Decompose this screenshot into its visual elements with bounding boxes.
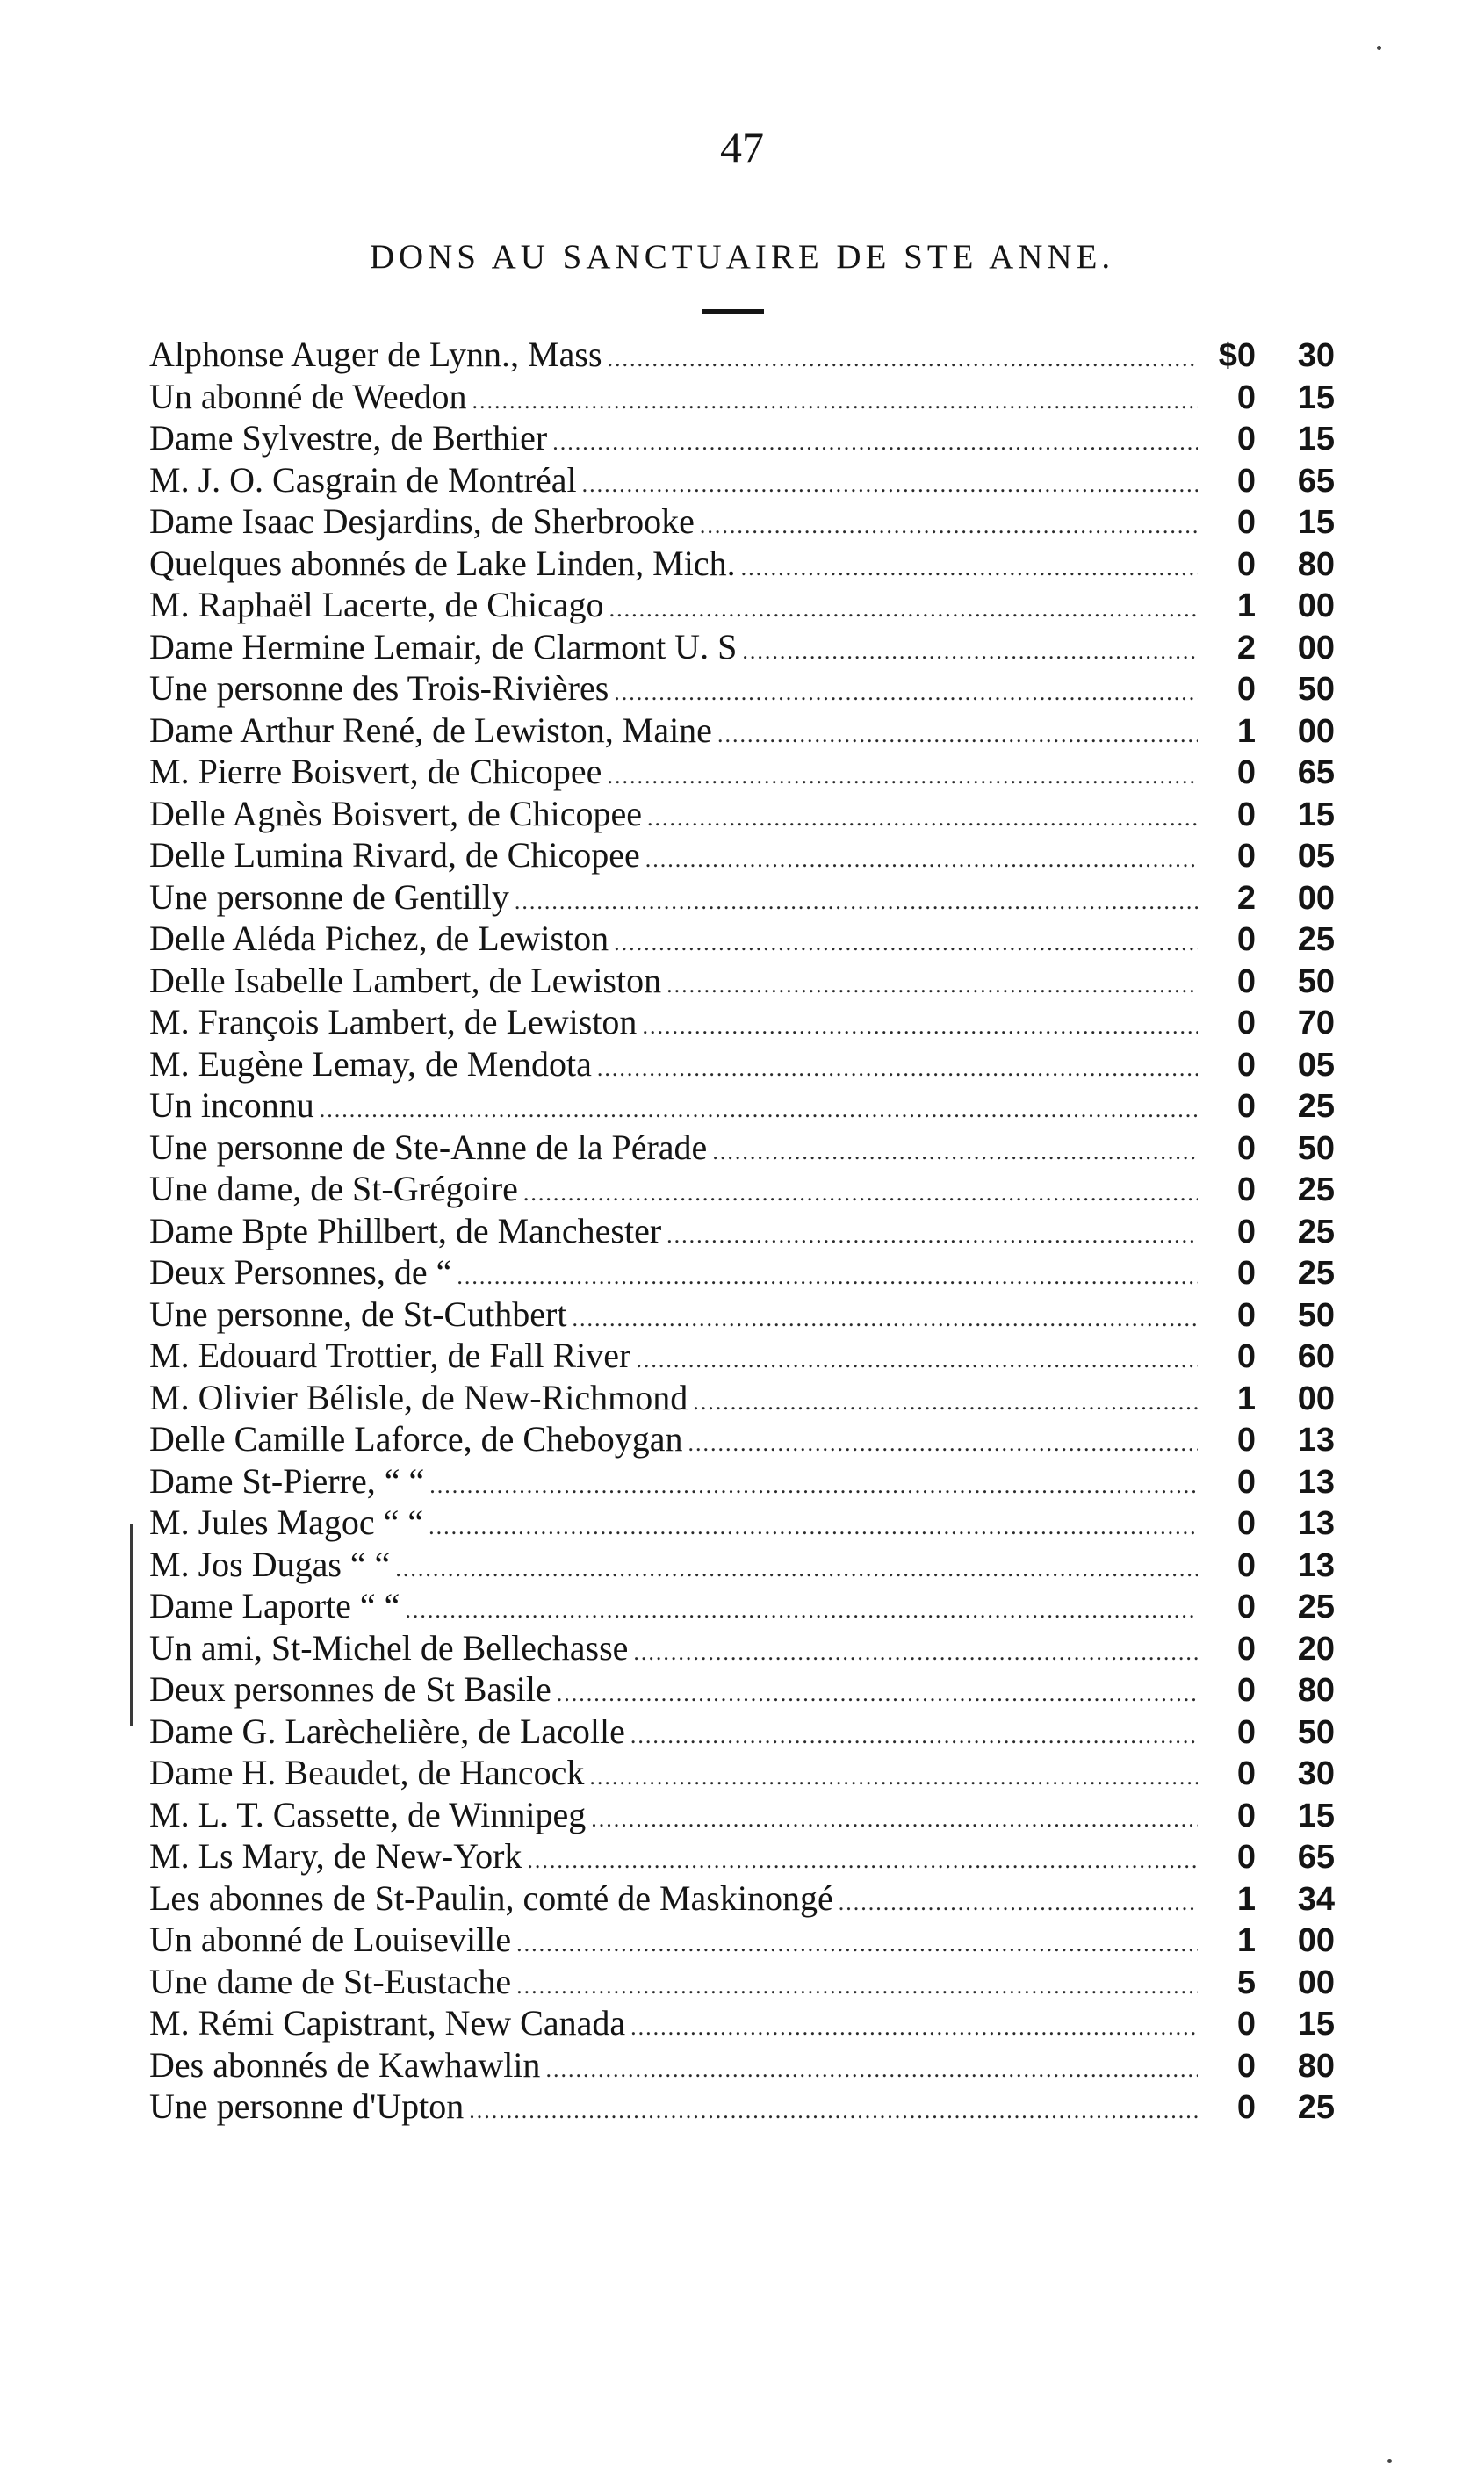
dot-leader xyxy=(642,1005,1198,1048)
donor-name: M. Ls Mary, de New-York xyxy=(149,1836,522,1876)
donation-entry xyxy=(149,584,1335,626)
amount-cents: 50 xyxy=(1297,671,1335,708)
amount-cents: 13 xyxy=(1297,1546,1335,1584)
dot-leader xyxy=(516,1965,1198,2007)
donation-entry xyxy=(149,2044,1335,2086)
dot-leader xyxy=(700,505,1198,547)
donor-name: Dame St-Pierre, “ “ xyxy=(149,1460,425,1501)
amount-cents: 25 xyxy=(1297,1213,1335,1250)
donation-entry xyxy=(149,1001,1335,1043)
dot-leader xyxy=(395,1548,1198,1590)
dot-leader xyxy=(572,1298,1198,1340)
amount-dollars: 0 xyxy=(1236,1296,1256,1334)
amount-dollars: 0 xyxy=(1236,1630,1256,1668)
donation-entry xyxy=(149,459,1335,501)
donor-name: M. Edouard Trottier, de Fall River xyxy=(149,1336,631,1375)
donation-entry xyxy=(149,1668,1335,1711)
donor-name: Dame Isaac Desjardins, de Sherbrooke xyxy=(149,501,695,541)
donation-entry xyxy=(149,1711,1335,1753)
amount-dollars: 1 xyxy=(1236,1880,1256,1918)
donation-list xyxy=(149,334,1335,2128)
dot-leader xyxy=(609,588,1198,631)
amount-cents: 65 xyxy=(1297,462,1335,500)
donor-name: Dame Bpte Phillbert, de Manchester xyxy=(149,1210,662,1250)
dot-leader xyxy=(693,1381,1198,1423)
donation-entry xyxy=(149,1084,1335,1127)
donor-name: Une personne d'Upton xyxy=(149,2086,465,2126)
amount-dollars: 0 xyxy=(1236,1171,1256,1208)
amount-cents: 50 xyxy=(1297,1129,1335,1167)
amount-dollars: 0 xyxy=(1236,1463,1256,1501)
donor-name: Dame Sylvestre, de Berthier xyxy=(149,418,548,458)
donation-entry xyxy=(149,1585,1335,1627)
donation-entry xyxy=(149,1293,1335,1336)
amount-cents: 15 xyxy=(1297,421,1335,458)
amount-cents: 00 xyxy=(1297,1964,1335,2001)
donation-entry xyxy=(149,1752,1335,1794)
amount-cents: 65 xyxy=(1297,754,1335,791)
amount-cents: 13 xyxy=(1297,1463,1335,1501)
amount-dollars: 0 xyxy=(1236,1839,1256,1876)
donation-entry xyxy=(149,667,1335,710)
donor-name: Une personne des Trois-Rivières xyxy=(149,668,609,708)
amount-cents: 13 xyxy=(1297,1505,1335,1542)
amount-cents: 25 xyxy=(1297,1088,1335,1125)
donation-entry xyxy=(149,1460,1335,1502)
donation-entry xyxy=(149,1127,1335,1169)
donation-entry xyxy=(149,1210,1335,1252)
amount-dollars: 0 xyxy=(1236,754,1256,791)
dot-leader xyxy=(666,1214,1198,1257)
amount-dollars: 0 xyxy=(1236,1713,1256,1751)
amount-cents: 34 xyxy=(1297,1880,1335,1918)
amount-cents: 50 xyxy=(1297,962,1335,1000)
donor-name: Dame H. Beaudet, de Hancock xyxy=(149,1753,585,1792)
donor-name: Delle Aléda Pichez, de Lewiston xyxy=(149,919,609,958)
donor-name: M. Raphaël Lacerte, de Chicago xyxy=(149,585,604,624)
donor-name: Deux personnes de St Basile xyxy=(149,1669,551,1709)
donor-name: M. Eugène Lemay, de Mendota xyxy=(149,1043,592,1084)
dot-leader xyxy=(469,2090,1198,2132)
donation-entry xyxy=(149,1043,1335,1085)
amount-cents: 65 xyxy=(1297,1839,1335,1876)
amount-cents: 00 xyxy=(1297,1922,1335,1959)
amount-dollars: 0 xyxy=(1236,545,1256,583)
stray-mark xyxy=(1377,46,1381,50)
margin-bar xyxy=(130,1524,133,1726)
donor-name: Un inconnu xyxy=(149,1085,314,1125)
dot-leader xyxy=(666,964,1198,1006)
donation-entry xyxy=(149,960,1335,1002)
dot-leader xyxy=(552,422,1198,464)
donor-name: Deux Personnes, de “ xyxy=(149,1252,452,1292)
dot-leader xyxy=(633,1632,1198,1674)
donation-entry xyxy=(149,501,1335,543)
dot-leader xyxy=(516,1923,1198,1965)
donation-entry xyxy=(149,417,1335,459)
donation-entry xyxy=(149,543,1335,585)
amount-cents: 15 xyxy=(1297,504,1335,541)
amount-cents: 00 xyxy=(1297,629,1335,667)
dot-leader xyxy=(630,2007,1198,2049)
amount-cents: 30 xyxy=(1297,1755,1335,1792)
amount-dollars: 0 xyxy=(1236,1755,1256,1792)
donation-entry xyxy=(149,2086,1335,2128)
dot-leader xyxy=(742,631,1198,673)
donor-name: Une personne de Ste-Anne de la Pérade xyxy=(149,1127,708,1167)
amount-cents: 80 xyxy=(1297,2047,1335,2085)
amount-dollars: 1 xyxy=(1236,1922,1256,1959)
dot-leader xyxy=(614,922,1198,964)
amount-dollars: 1 xyxy=(1236,1380,1256,1417)
amount-dollars: 0 xyxy=(1236,1129,1256,1167)
amount-dollars: $0 xyxy=(1218,337,1256,374)
amount-cents: 15 xyxy=(1297,2006,1335,2043)
donation-entry xyxy=(149,1502,1335,1544)
amount-dollars: 1 xyxy=(1236,712,1256,750)
dot-leader xyxy=(320,1089,1198,1131)
amount-cents: 80 xyxy=(1297,1672,1335,1709)
amount-cents: 00 xyxy=(1297,879,1335,917)
amount-dollars: 0 xyxy=(1236,1088,1256,1125)
donation-entry xyxy=(149,626,1335,668)
amount-dollars: 2 xyxy=(1236,879,1256,917)
amount-dollars: 0 xyxy=(1236,962,1256,1000)
donation-entry xyxy=(149,1377,1335,1419)
donation-entry xyxy=(149,2002,1335,2044)
amount-dollars: 0 xyxy=(1236,1546,1256,1584)
amount-cents: 50 xyxy=(1297,1713,1335,1751)
amount-cents: 50 xyxy=(1297,1296,1335,1334)
donor-name: M. Rémi Capistrant, New Canada xyxy=(149,2003,626,2043)
page-heading: DONS AU SANCTUAIRE DE STE ANNE. xyxy=(369,238,1115,276)
amount-cents: 05 xyxy=(1297,838,1335,875)
dot-leader xyxy=(614,672,1198,714)
dot-leader xyxy=(589,1756,1198,1798)
amount-cents: 25 xyxy=(1297,1589,1335,1625)
heading-rule xyxy=(702,309,764,314)
amount-dollars: 5 xyxy=(1236,1964,1256,2001)
donation-entry xyxy=(149,376,1335,418)
donor-name: M. L. T. Cassette, de Winnipeg xyxy=(149,1794,587,1834)
amount-cents: 13 xyxy=(1297,1422,1335,1459)
donor-name: Une personne de Gentilly xyxy=(149,876,509,917)
donor-name: Une personne, de St-Cuthbert xyxy=(149,1293,567,1334)
donor-name: Quelques abonnés de Lake Linden, Mich. xyxy=(149,543,736,583)
amount-dollars: 0 xyxy=(1236,921,1256,958)
amount-dollars: 0 xyxy=(1236,1797,1256,1834)
amount-cents: 05 xyxy=(1297,1046,1335,1084)
dot-leader xyxy=(597,1048,1198,1090)
amount-cents: 20 xyxy=(1297,1630,1335,1668)
dot-leader xyxy=(405,1589,1198,1632)
dot-leader xyxy=(457,1256,1198,1298)
amount-dollars: 0 xyxy=(1236,838,1256,875)
dot-leader xyxy=(839,1882,1198,1924)
donor-name: Une dame de St-Eustache xyxy=(149,1961,512,2001)
donor-name: Dame Arthur René, de Lewiston, Maine xyxy=(149,710,712,750)
donation-entry xyxy=(149,1168,1335,1210)
dot-leader xyxy=(688,1423,1198,1465)
amount-dollars: 0 xyxy=(1236,1505,1256,1542)
amount-cents: 00 xyxy=(1297,712,1335,750)
donor-name: Alphonse Auger de Lynn., Mass xyxy=(149,335,602,374)
amount-dollars: 0 xyxy=(1236,1589,1256,1625)
amount-cents: 25 xyxy=(1297,921,1335,958)
donor-name: Dame Laporte “ “ xyxy=(149,1586,400,1625)
donor-name: Des abonnés de Kawhawlin xyxy=(149,2044,541,2085)
amount-cents: 70 xyxy=(1297,1005,1335,1041)
donation-entry xyxy=(149,793,1335,835)
donor-name: M. Jules Magoc “ “ xyxy=(149,1502,424,1542)
amount-dollars: 0 xyxy=(1236,796,1256,833)
donation-entry xyxy=(149,751,1335,793)
donation-entry xyxy=(149,1961,1335,2003)
donor-name: M. Olivier Bélisle, de New-Richmond xyxy=(149,1377,688,1417)
donor-name: M. Jos Dugas “ “ xyxy=(149,1544,391,1584)
amount-dollars: 0 xyxy=(1236,671,1256,708)
donor-name: Un abonné de Louiseville xyxy=(149,1920,512,1959)
donation-entry xyxy=(149,710,1335,752)
amount-cents: 30 xyxy=(1297,337,1335,374)
amount-dollars: 0 xyxy=(1236,2089,1256,2126)
amount-dollars: 0 xyxy=(1236,1672,1256,1709)
donor-name: M. François Lambert, de Lewiston xyxy=(149,1002,638,1041)
dot-leader xyxy=(429,1465,1198,1507)
stray-mark xyxy=(1387,2459,1392,2463)
dot-leader xyxy=(545,2049,1198,2091)
donation-entry xyxy=(149,918,1335,960)
dot-leader xyxy=(636,1339,1198,1381)
donor-name: Delle Isabelle Lambert, de Lewiston xyxy=(149,960,662,1000)
donation-entry xyxy=(149,1418,1335,1460)
amount-cents: 60 xyxy=(1297,1338,1335,1375)
amount-dollars: 0 xyxy=(1236,504,1256,541)
donation-entry xyxy=(149,1835,1335,1877)
amount-dollars: 1 xyxy=(1236,587,1256,624)
donation-entry xyxy=(149,1335,1335,1377)
donation-entry xyxy=(149,1919,1335,1961)
dot-leader xyxy=(741,547,1198,589)
amount-dollars: 0 xyxy=(1236,1005,1256,1041)
donor-name: Un ami, St-Michel de Bellechasse xyxy=(149,1627,629,1668)
donor-name: Delle Camille Laforce, de Cheboygan xyxy=(149,1419,683,1459)
donor-name: M. J. O. Casgrain de Montréal xyxy=(149,459,577,500)
dot-leader xyxy=(582,464,1198,506)
dot-leader xyxy=(630,1715,1198,1757)
donation-entry xyxy=(149,1544,1335,1586)
amount-cents: 80 xyxy=(1297,545,1335,583)
donor-name: M. Pierre Boisvert, de Chicopee xyxy=(149,752,602,791)
amount-dollars: 0 xyxy=(1236,2006,1256,2043)
amount-dollars: 0 xyxy=(1236,378,1256,416)
donor-name: Une dame, de St-Grégoire xyxy=(149,1169,518,1208)
dot-leader xyxy=(647,797,1198,839)
donation-entry xyxy=(149,876,1335,919)
dot-leader xyxy=(591,1798,1198,1841)
donor-name: Un abonné de Weedon xyxy=(149,376,467,416)
dot-leader xyxy=(515,881,1198,923)
amount-dollars: 0 xyxy=(1236,1255,1256,1292)
donor-name: Delle Agnès Boisvert, de Chicopee xyxy=(149,793,642,833)
donor-name: Dame Hermine Lemair, de Clarmont U. S xyxy=(149,626,738,667)
donor-name: Dame G. Larèchelière, de Lacolle xyxy=(149,1711,625,1751)
dot-leader xyxy=(429,1506,1198,1548)
dot-leader xyxy=(645,839,1198,881)
page-number: 47 xyxy=(720,123,764,172)
dot-leader xyxy=(717,714,1198,756)
dot-leader xyxy=(472,380,1198,422)
amount-dollars: 2 xyxy=(1236,629,1256,667)
amount-dollars: 0 xyxy=(1236,1213,1256,1250)
donation-entry xyxy=(149,1794,1335,1836)
dot-leader xyxy=(557,1673,1198,1715)
amount-cents: 25 xyxy=(1297,2089,1335,2126)
amount-cents: 15 xyxy=(1297,796,1335,833)
donation-entry xyxy=(149,1251,1335,1293)
dot-leader xyxy=(527,1840,1198,1882)
amount-dollars: 0 xyxy=(1236,1338,1256,1375)
donor-name: Delle Lumina Rivard, de Chicopee xyxy=(149,835,640,875)
amount-dollars: 0 xyxy=(1236,421,1256,458)
donation-entry xyxy=(149,834,1335,876)
dot-leader xyxy=(523,1172,1198,1214)
amount-cents: 00 xyxy=(1297,587,1335,624)
donation-entry xyxy=(149,1877,1335,1920)
dot-leader xyxy=(608,338,1198,380)
amount-cents: 15 xyxy=(1297,1797,1335,1834)
amount-cents: 25 xyxy=(1297,1171,1335,1208)
donation-entry xyxy=(149,1627,1335,1669)
amount-dollars: 0 xyxy=(1236,1422,1256,1459)
donation-entry xyxy=(149,334,1335,376)
dot-leader xyxy=(712,1131,1198,1173)
dot-leader xyxy=(607,755,1198,797)
amount-dollars: 0 xyxy=(1236,2047,1256,2085)
amount-dollars: 0 xyxy=(1236,1046,1256,1084)
amount-dollars: 0 xyxy=(1236,462,1256,500)
amount-cents: 00 xyxy=(1297,1380,1335,1417)
donor-name: Les abonnes de St-Paulin, comté de Maskinongé xyxy=(149,1877,833,1918)
amount-cents: 15 xyxy=(1297,378,1335,416)
amount-cents: 25 xyxy=(1297,1255,1335,1292)
